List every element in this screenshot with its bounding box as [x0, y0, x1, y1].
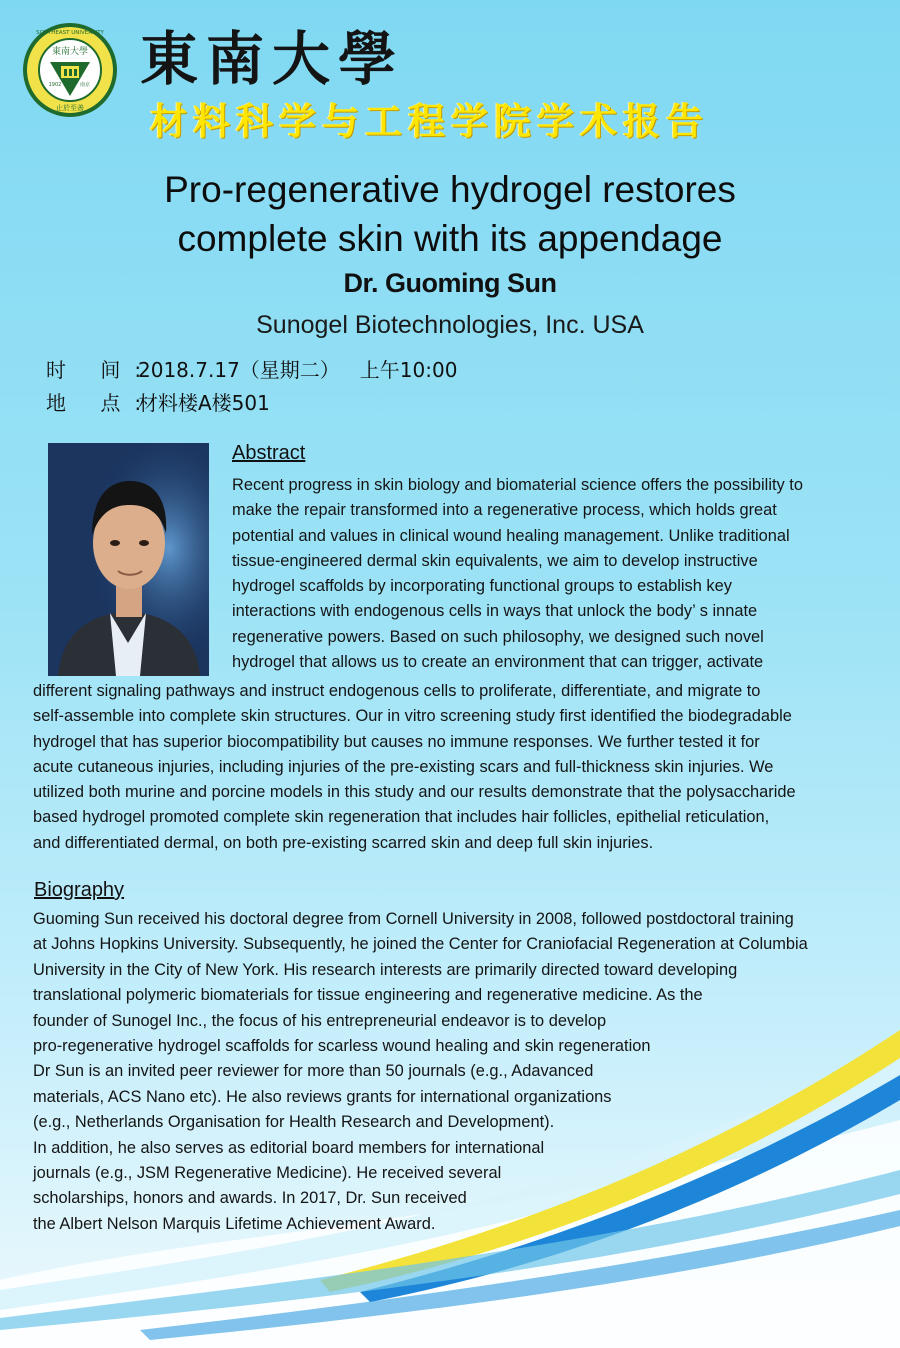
biography-line: translational polymeric biomaterials for tissue engineering and regenerative medicine. As the: [33, 986, 703, 1005]
school-title: 材料科学与工程学院学术报告: [150, 100, 709, 143]
abstract-text-top: [232, 477, 803, 679]
abstract-line: and differentiated dermal, on both pre-existing scarred skin and deep full skin injuries.: [33, 833, 654, 852]
speaker-affiliation: Sunogel Biotechnologies, Inc. USA: [256, 311, 644, 339]
logo-center-text: 東南大學: [51, 47, 89, 57]
biography-line: journals (e.g., JSM Regenerative Medicine). He received several: [33, 1163, 502, 1182]
biography-line: materials, ACS Nano etc). He also reviews grants for international organizations: [33, 1087, 612, 1106]
university-seal-logo: [22, 22, 118, 118]
biography-line: the Albert Nelson Marquis Lifetime Achievement Award.: [33, 1214, 436, 1233]
biography-line: (e.g., Netherlands Organisation for Health Research and Development).: [33, 1113, 555, 1132]
biography-line: Guoming Sun received his doctoral degree from Cornell University in 2008, followed postdoctoral training: [33, 910, 794, 928]
place-label: 地 点:: [46, 391, 156, 415]
biography-text: [33, 911, 808, 1241]
abstract-line: based hydrogel promoted complete skin regeneration that includes hair follicles, epithelial reticulation,: [33, 808, 770, 827]
place-row: [46, 393, 270, 413]
logo-motto-text: 止於至善: [56, 104, 84, 112]
biography-line: University in the City of New York. His research interests are primarily directed toward developing: [33, 960, 738, 979]
abstract-line: interactions with endogenous cells in ways that unlock the body’ s innate: [232, 602, 758, 621]
talk-title: [0, 165, 900, 263]
abstract-heading: Abstract: [232, 442, 306, 464]
place-value: 材料楼A楼501: [138, 391, 270, 415]
biography-heading: Biography: [34, 879, 125, 901]
talk-title-line: complete skin with its appendage: [177, 218, 723, 259]
biography-line: In addition, he also serves as editorial board members for international: [33, 1138, 545, 1157]
time-row: [46, 360, 457, 380]
abstract-line: regenerative powers. Based on such philosophy, we designed such novel: [232, 627, 764, 646]
university-name: 東南大學: [140, 25, 405, 93]
logo-city-text: 南京: [79, 82, 91, 88]
abstract-line: potential and values in clinical wound healing management. Unlike traditional: [232, 526, 790, 545]
biography-line: pro-regenerative hydrogel scaffolds for scarless wound healing and skin regeneration: [33, 1036, 651, 1055]
abstract-line: tissue-engineered dermal skin equivalents, we aim to develop instructive: [232, 551, 758, 570]
abstract-line: hydrogel that allows us to create an environment that can trigger, activate: [232, 653, 764, 672]
logo-arc-text: SOUTHEAST UNIVERSITY: [36, 30, 104, 36]
abstract-line: utilized both murine and porcine models in this study and our results demonstrate that the polysaccharide: [33, 783, 796, 802]
logo-year-text: 1902: [48, 82, 62, 88]
abstract-line: different signaling pathways and instruct endogenous cells to proliferate, differentiate, and migrate to: [33, 682, 761, 700]
time-label: 时 间:: [46, 358, 156, 382]
abstract-line: make the repair transformed into a regenerative process, which holds great: [232, 501, 777, 520]
speaker-photo: [48, 443, 209, 676]
biography-line: Dr Sun is an invited peer reviewer for more than 50 journals (e.g., Adavanced: [33, 1062, 594, 1081]
abstract-line: Recent progress in skin biology and biomaterial science offers the possibility to: [232, 476, 803, 494]
abstract-line: acute cutaneous injuries, including injuries of the pre-existing scars and full-thickness skin injuries. We: [33, 757, 774, 776]
time-clock: 上午10:00: [359, 358, 458, 382]
abstract-line: hydrogel scaffolds by incorporating functional groups to establish key: [232, 577, 732, 596]
talk-title-line: Pro-regenerative hydrogel restores: [164, 169, 736, 210]
abstract-line: self-assemble into complete skin structures. Our in vitro screening study first identified the biodegradable: [33, 707, 792, 726]
biography-line: at Johns Hopkins University. Subsequently, he joined the Center for Craniofacial Regeneration at Columbia: [33, 935, 808, 954]
abstract-line: hydrogel that has superior biocompatibility but causes no immune responses. We further tested it for: [33, 732, 760, 751]
time-date: 2018.7.17（星期二）: [138, 358, 340, 382]
biography-line: scholarships, honors and awards. In 2017, Dr. Sun received: [33, 1189, 467, 1208]
abstract-text-bottom: [33, 683, 796, 860]
speaker-name: Dr. Guoming Sun: [343, 268, 557, 298]
biography-line: founder of Sunogel Inc., the focus of his entrepreneurial endeavor is to develop: [33, 1011, 607, 1030]
